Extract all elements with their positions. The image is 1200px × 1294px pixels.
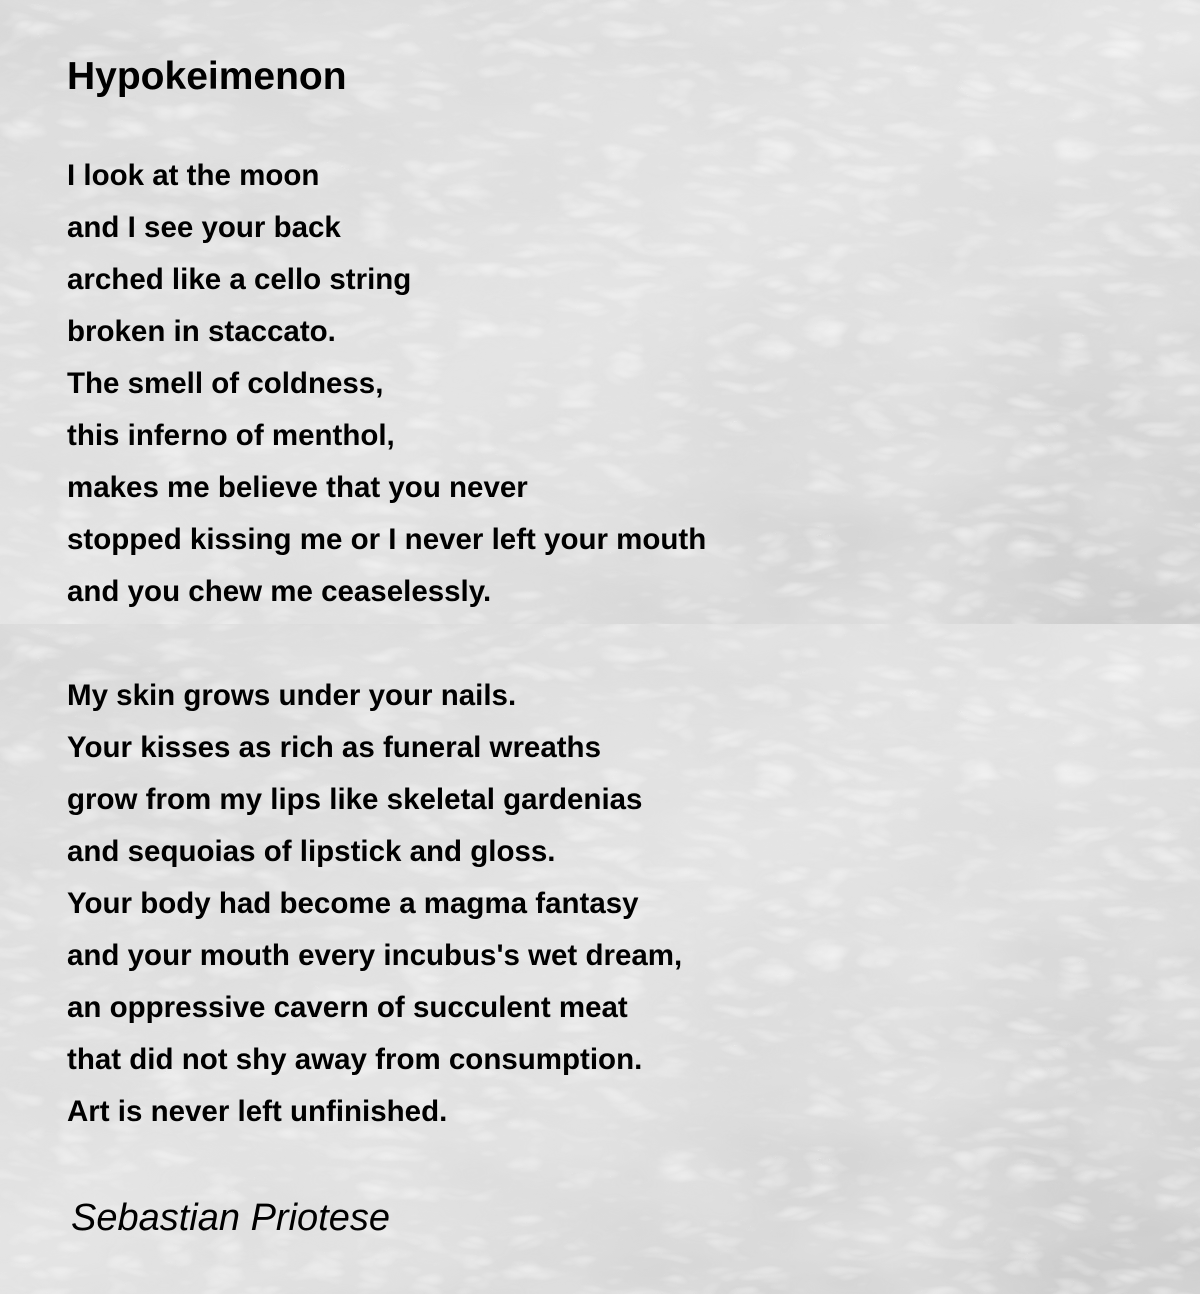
poem-line: The smell of coldness, (67, 367, 384, 400)
poem-line: this inferno of menthol, (67, 419, 395, 452)
poem-line: an oppressive cavern of succulent meat (67, 991, 628, 1024)
poem-line: Your kisses as rich as funeral wreaths (67, 731, 601, 764)
poem-line: grow from my lips like skeletal gardenias (67, 783, 643, 816)
poem-line: and I see your back (67, 211, 341, 244)
poem-line: My skin grows under your nails. (67, 679, 517, 712)
stanza-1 (67, 150, 706, 618)
poem-line: Your body had become a magma fantasy (67, 887, 639, 920)
poem-line: and sequoias of lipstick and gloss. (67, 835, 556, 868)
poem-line: broken in staccato. (67, 315, 336, 348)
poem-line: and you chew me ceaselessly. (67, 575, 492, 608)
poem-line: that did not shy away from consumption. (67, 1043, 643, 1076)
poem-author: Sebastian Priotese (71, 1197, 390, 1239)
poem-line: I look at the moon (67, 159, 320, 192)
poem-line: Art is never left unfinished. (67, 1095, 448, 1128)
poem-line: makes me believe that you never (67, 471, 528, 504)
stanza-2 (67, 670, 682, 1138)
poem-line: stopped kissing me or I never left your mouth (67, 523, 707, 556)
poem-line: and your mouth every incubus's wet dream, (67, 939, 683, 972)
poem-title: Hypokeimenon (67, 55, 347, 98)
poem-line: arched like a cello string (67, 263, 412, 296)
